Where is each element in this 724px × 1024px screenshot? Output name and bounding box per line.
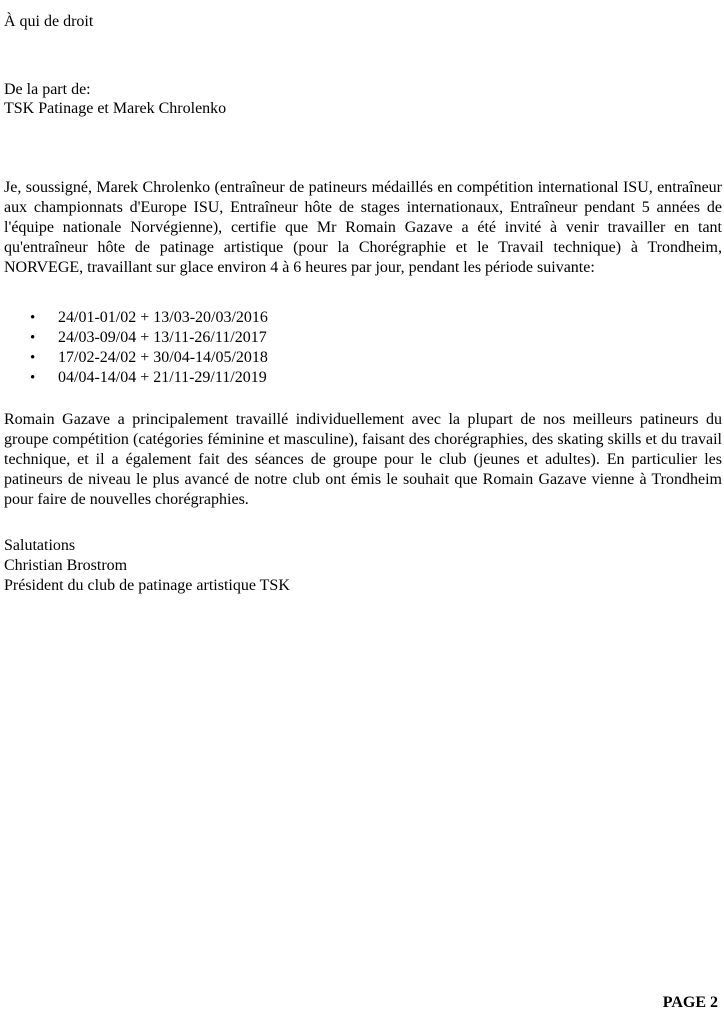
from-label: De la part de: [4,81,91,98]
period-text: 17/02-24/02 + 30/04-14/05/2018 [58,349,268,366]
page-number: PAGE 2 [662,994,718,1011]
period-text: 24/03-09/04 + 13/11-26/11/2017 [58,329,267,346]
addressee-line: À qui de droit [4,13,94,30]
list-item [0,368,268,388]
bullet-icon: • [30,310,36,326]
bullet-icon: • [30,330,36,346]
list-item [0,308,268,328]
list-item [0,348,268,368]
period-text: 24/01-01/02 + 13/03-20/03/2016 [58,309,268,326]
signer-name: Christian Brostrom [4,557,128,574]
signer-title: Président du club de patinage artistique TSK [4,577,290,594]
from-name: TSK Patinage et Marek Chrolenko [4,100,227,117]
bullet-icon: • [30,370,36,386]
certification-paragraph: Je, soussigné, Marek Chrolenko (entraîneur de patineurs médaillés en compétition international ISU, entraîneur aux championnats d'Europe ISU, Entraîneur hôte de stages internationaux, Entraîneur pendant 5 années de l'équipe nationale Norvégienne), certifie que Mr Romain Gazave a été invité à venir travailler en tant qu'entraîneur hôte de patinage artistique (pour la Chorégraphie et le Travail technique) à Trondheim, NORVEGE, travaillant sur glace environ 4 à 6 heures par jour, pendant les période suivante: [4,179,722,276]
period-text: 04/04-14/04 + 21/11-29/11/2019 [58,369,267,386]
bullet-icon: • [30,350,36,366]
period-list [0,308,268,388]
work-description-paragraph: Romain Gazave a principalement travaillé individuellement avec la plupart de nos meilleurs patineurs du groupe compétition (catégories féminine et masculine), faisant des chorégraphies, des skating skills et du travail technique, et il a également fait des séances de groupe pour le club (jeunes et adultes). En particulier les patineurs de niveau le plus avancé de notre club ont émis le souhait que Romain Gazave vienne à Trondheim pour faire de nouvelles chorégraphies. [4,411,722,508]
closing-line: Salutations [4,537,76,554]
list-item [0,328,268,348]
